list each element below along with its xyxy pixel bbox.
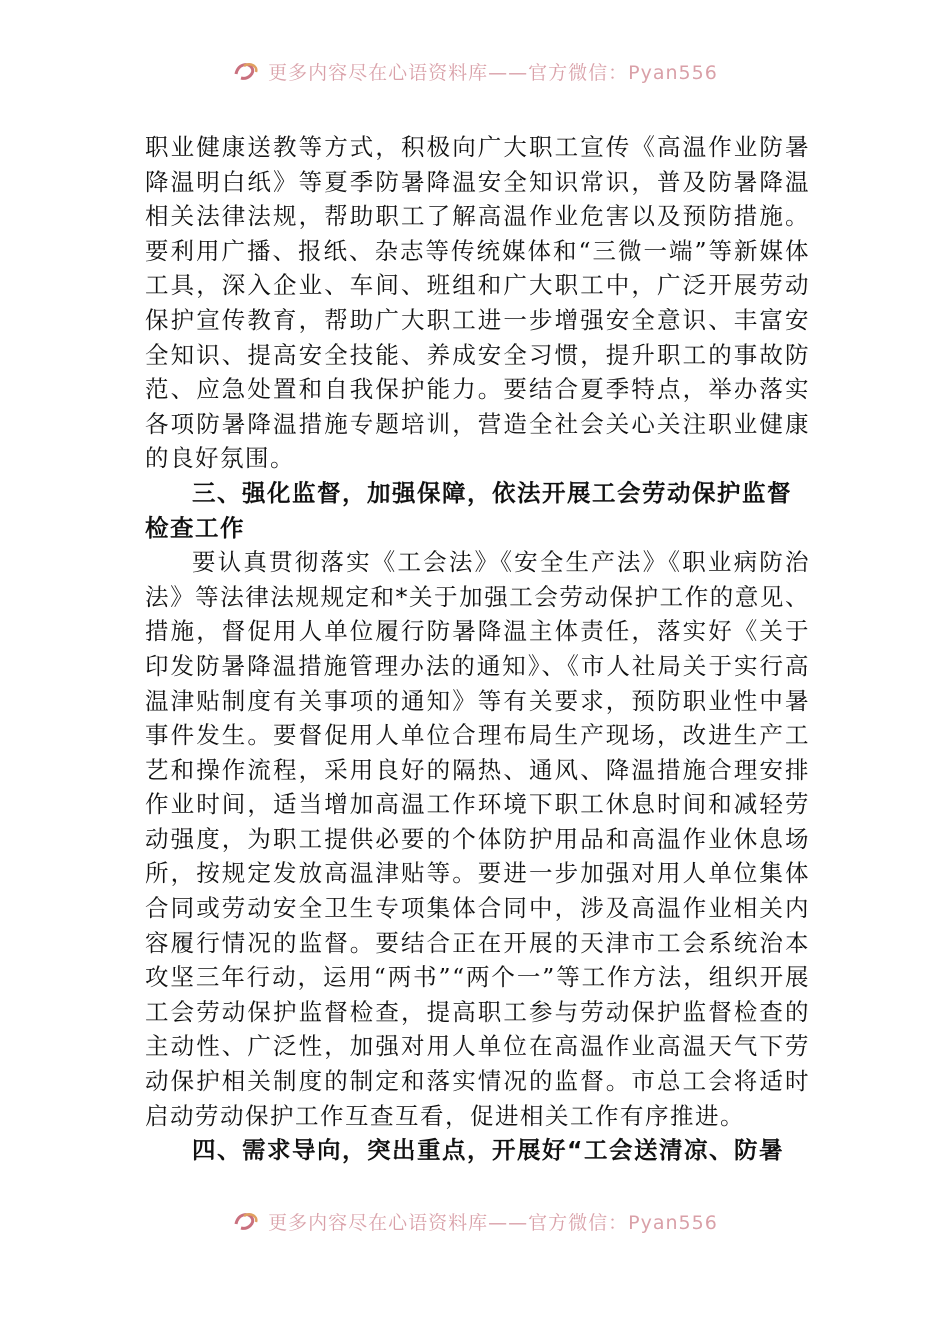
paragraph-1: 职业健康送教等方式，积极向广大职工宣传《高温作业防暑降温明白纸》等夏季防暑降温安全知识常识，普及防暑降温相关法律法规，帮助职工了解高温作业危害以及预防措施。要利用广播、报纸、杂志等传统媒体和“三微一端”等新媒体工具，深入企业、车间、班组和广大职工中，广泛开展劳动保护宣传教育，帮助广大职工进一步增强安全意识、丰富安全知识、提高安全技能、养成安全习惯，提升职工的事故防范、应急处置和自我保护能力。要结合夏季特点，举办落实各项防暑降温措施专题培训，营造全社会关心关注职业健康的良好氛围。	[145, 133, 810, 473]
section-heading-3: 三、强化监督，加强保障，依法开展工会劳动保护监督检查工作	[145, 478, 792, 542]
watermark-logo-icon	[232, 60, 260, 82]
watermark-text: 更多内容尽在心语资料库——官方微信：Pyan556	[268, 1211, 718, 1234]
section-heading-4: 四、需求导向，突出重点，开展好“工会送清凉、防暑	[192, 1136, 784, 1165]
watermark-logo-icon	[232, 1210, 260, 1232]
document-body	[145, 130, 810, 1168]
header-watermark	[0, 54, 950, 88]
footer-watermark	[0, 1204, 950, 1238]
watermark-text: 更多内容尽在心语资料库——官方微信：Pyan556	[268, 61, 718, 84]
paragraph-2: 要认真贯彻落实《工会法》《安全生产法》《职业病防治法》等法律法规规定和*关于加强工会劳动保护工作的意见、措施，督促用人单位履行防暑降温主体责任，落实好《关于印发防暑降温措施管理办法的通知》、《市人社局关于实行高温津贴制度有关事项的通知》等有关要求，预防职业性中暑事件发生。要督促用人单位合理布局生产现场，改进生产工艺和操作流程，采用良好的隔热、通风、降温措施合理安排作业时间，适当增加高温工作环境下职工休息时间和减轻劳动强度，为职工提供必要的个体防护用品和高温作业休息场所，按规定发放高温津贴等。要进一步加强对用人单位集体合同或劳动安全卫生专项集体合同中，涉及高温作业相关内容履行情况的监督。要结合正在开展的天津市工会系统治本攻坚三年行动，运用“两书”“两个一”等工作方法，组织开展工会劳动保护监督检查，提高职工参与劳动保护监督检查的主动性、广泛性，加强对用人单位在高温作业高温天气下劳动保护相关制度的制定和落实情况的监督。市总工会将适时启动劳动保护工作互查互看，促进相关工作有序推进。	[145, 548, 810, 1130]
